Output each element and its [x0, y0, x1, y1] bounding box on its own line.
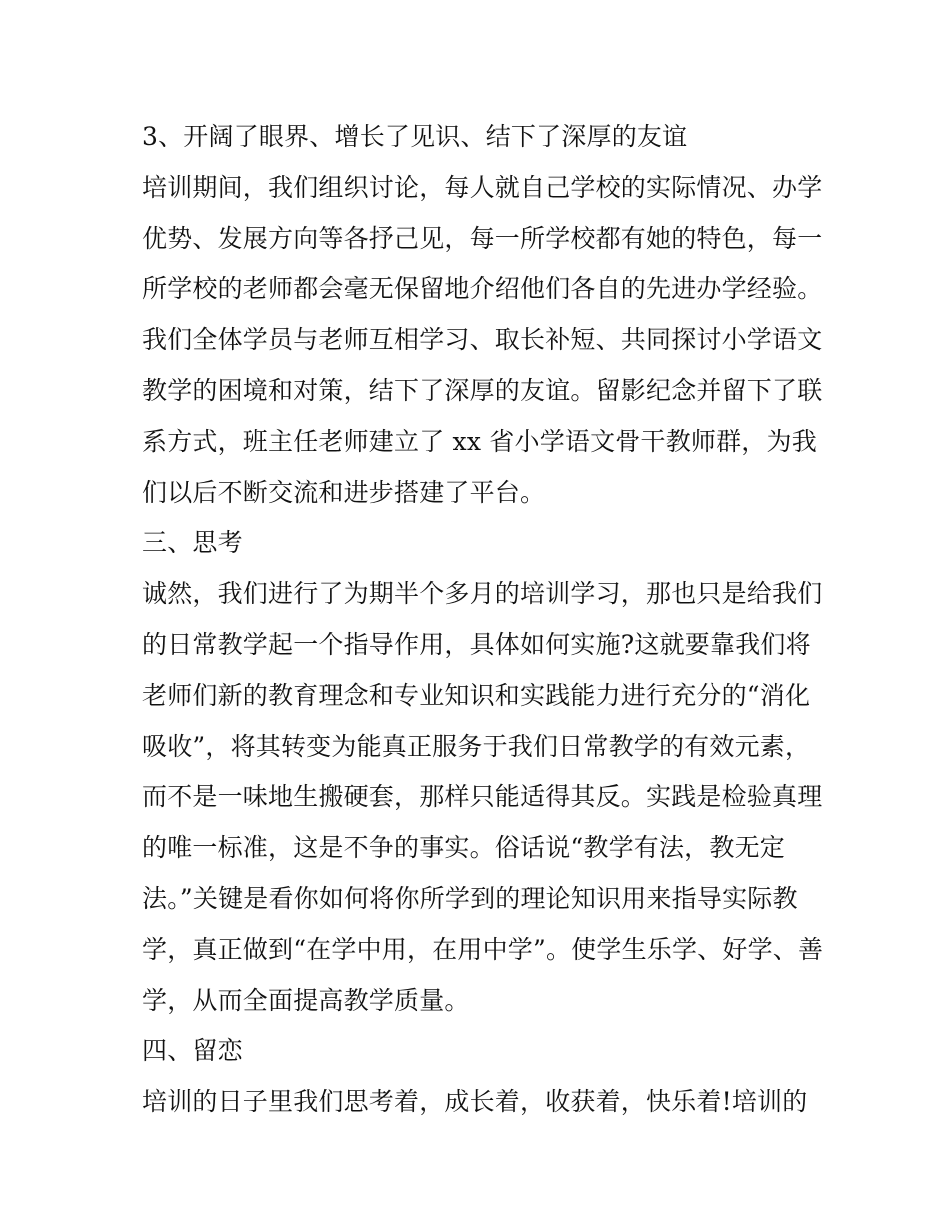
paragraph-line: 老师们新的教育理念和专业知识和实践能力进行充分的“消化	[142, 680, 811, 710]
section-heading-nostalgia: 四、留恋	[142, 1036, 243, 1066]
paragraph-line: 学，从而全面提高教学质量。	[142, 985, 470, 1015]
paragraph-line: 吸收”，将其转变为能真正服务于我们日常教学的有效元素，	[142, 731, 811, 761]
paragraph-line: 我们全体学员与老师互相学习、取长补短、共同探讨小学语文	[142, 325, 823, 355]
paragraph-line: 而不是一味地生搬硬套，那样只能适得其反。实践是检验真理	[142, 782, 823, 812]
paragraph-line: 诚然，我们进行了为期半个多月的培训学习，那也只是给我们	[142, 579, 823, 609]
subheading-3: 3、开阔了眼界、增长了见识、结下了深厚的友谊	[142, 122, 688, 151]
paragraph-line: 学，真正做到“在学中用，在用中学”。使学生乐学、好学、善	[142, 934, 824, 964]
paragraph-line: 系方式，班主任老师建立了 xx 省小学语文骨干教师群，为我	[142, 426, 817, 456]
section-heading-think: 三、思考	[142, 528, 243, 558]
paragraph-line: 们以后不断交流和进步搭建了平台。	[142, 477, 546, 507]
paragraph-line: 优势、发展方向等各抒己见，每一所学校都有她的特色，每一	[142, 223, 823, 253]
paragraph-line: 的唯一标准，这是不争的事实。俗话说“教学有法，教无定	[142, 833, 785, 863]
document-body	[142, 112, 824, 1128]
paragraph-line: 教学的困境和对策，结下了深厚的友谊。留影纪念并留下了联	[142, 375, 823, 405]
paragraph-line: 的日常教学起一个指导作用，具体如何实施?这就要靠我们将	[142, 629, 811, 659]
paragraph-line: 培训期间，我们组织讨论，每人就自己学校的实际情况、办学	[142, 172, 823, 202]
paragraph-line: 所学校的老师都会毫无保留地介绍他们各自的先进办学经验。	[142, 274, 823, 304]
paragraph-line: 法。”关键是看你如何将你所学到的理论知识用来指导实际教	[142, 883, 798, 913]
paragraph-line: 培训的日子里我们思考着，成长着，收获着，快乐着!培训的	[142, 1087, 808, 1117]
